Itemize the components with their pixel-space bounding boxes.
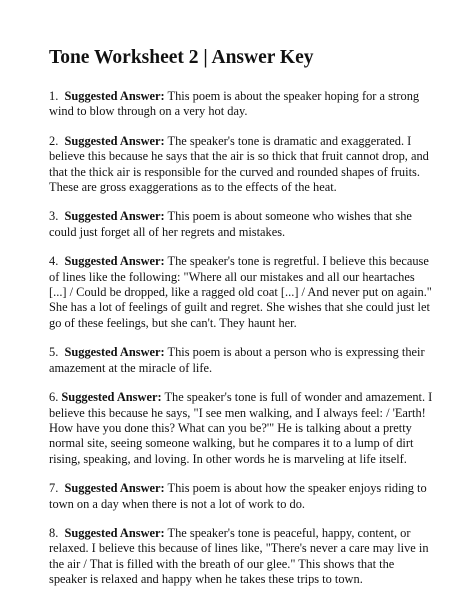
answer-text: The speaker's tone is regretful. I believe this because of lines like the following: "Where all our mistakes and all our heartaches [...] / Could be dropped, like a ragged old coat [...] / And never put on again." She has a lot of feelings of guilt and regret. She wishes that she could just let go of these feelings, but she can't. They haunt her. [49, 254, 432, 330]
answer-lead: Suggested Answer: [61, 390, 162, 405]
answer-text: This poem is about a person who is expressing their amazement at the miracle of life. [49, 345, 425, 375]
answer-number: 1. [49, 89, 59, 103]
answer-lead: Suggested Answer: [64, 254, 165, 269]
answer-text: The speaker's tone is full of wonder and amazement. I believe this because he says, "I see men walking, and I always feel: / 'Earth! How have you done this? What can you be?'" He is talking about a pretty normal site, seeing someone walking, but he compares it to a lump of dirt rising, speaking, and loving. In other words he is marveling at life itself. [49, 390, 433, 466]
answer-text: This poem is about the speaker hoping for a strong wind to blow through on a very hot day. [49, 89, 420, 119]
answer-lead: Suggested Answer: [64, 133, 165, 148]
answer-number: 5. [49, 345, 59, 360]
page-title: Tone Worksheet 2 | Answer Key [49, 47, 314, 68]
answer-item-1 [49, 89, 434, 120]
answer-lead: Suggested Answer: [64, 525, 165, 540]
answer-number: 3. [49, 209, 59, 224]
answer-item-4 [49, 254, 434, 331]
answer-text: The speaker's tone is dramatic and exaggerated. I believe this because he says that the air is so thick that fruit cannot drop, and that the thick air is responsible for the curved and rounded shapes of fruits. These are gross exaggerations as to the effects of the heat. [49, 133, 429, 195]
worksheet-page [49, 46, 434, 602]
answer-text: This poem is about someone who wishes that she could just forget all of her regrets and mistakes. [49, 209, 412, 239]
answer-lead: Suggested Answer: [64, 481, 165, 496]
answer-number: 2. [49, 133, 59, 148]
answer-item-3 [49, 209, 434, 240]
answer-number: 7. [49, 481, 59, 496]
answer-item-7 [49, 481, 434, 512]
answer-number: 8. [49, 525, 59, 540]
answer-number: 4. [49, 254, 59, 269]
answer-item-2 [49, 134, 434, 196]
answer-item-8 [49, 526, 434, 588]
answer-number: 6. [49, 390, 59, 405]
answer-lead: Suggested Answer: [64, 89, 165, 103]
answer-text: This poem is about how the speaker enjoys riding to town on a day when there is not a lot of work to do. [49, 481, 427, 511]
answer-lead: Suggested Answer: [64, 345, 165, 360]
answer-text: The speaker's tone is peaceful, happy, content, or relaxed. I believe this because of lines like, "There's never a care may live in the air / That is filled with the breath of our glee." This shows that the speaker is relaxed and happy when he takes these trips to town. [49, 525, 429, 587]
answer-item-5 [49, 345, 434, 376]
answer-item-6 [49, 390, 434, 467]
answer-lead: Suggested Answer: [64, 209, 165, 224]
